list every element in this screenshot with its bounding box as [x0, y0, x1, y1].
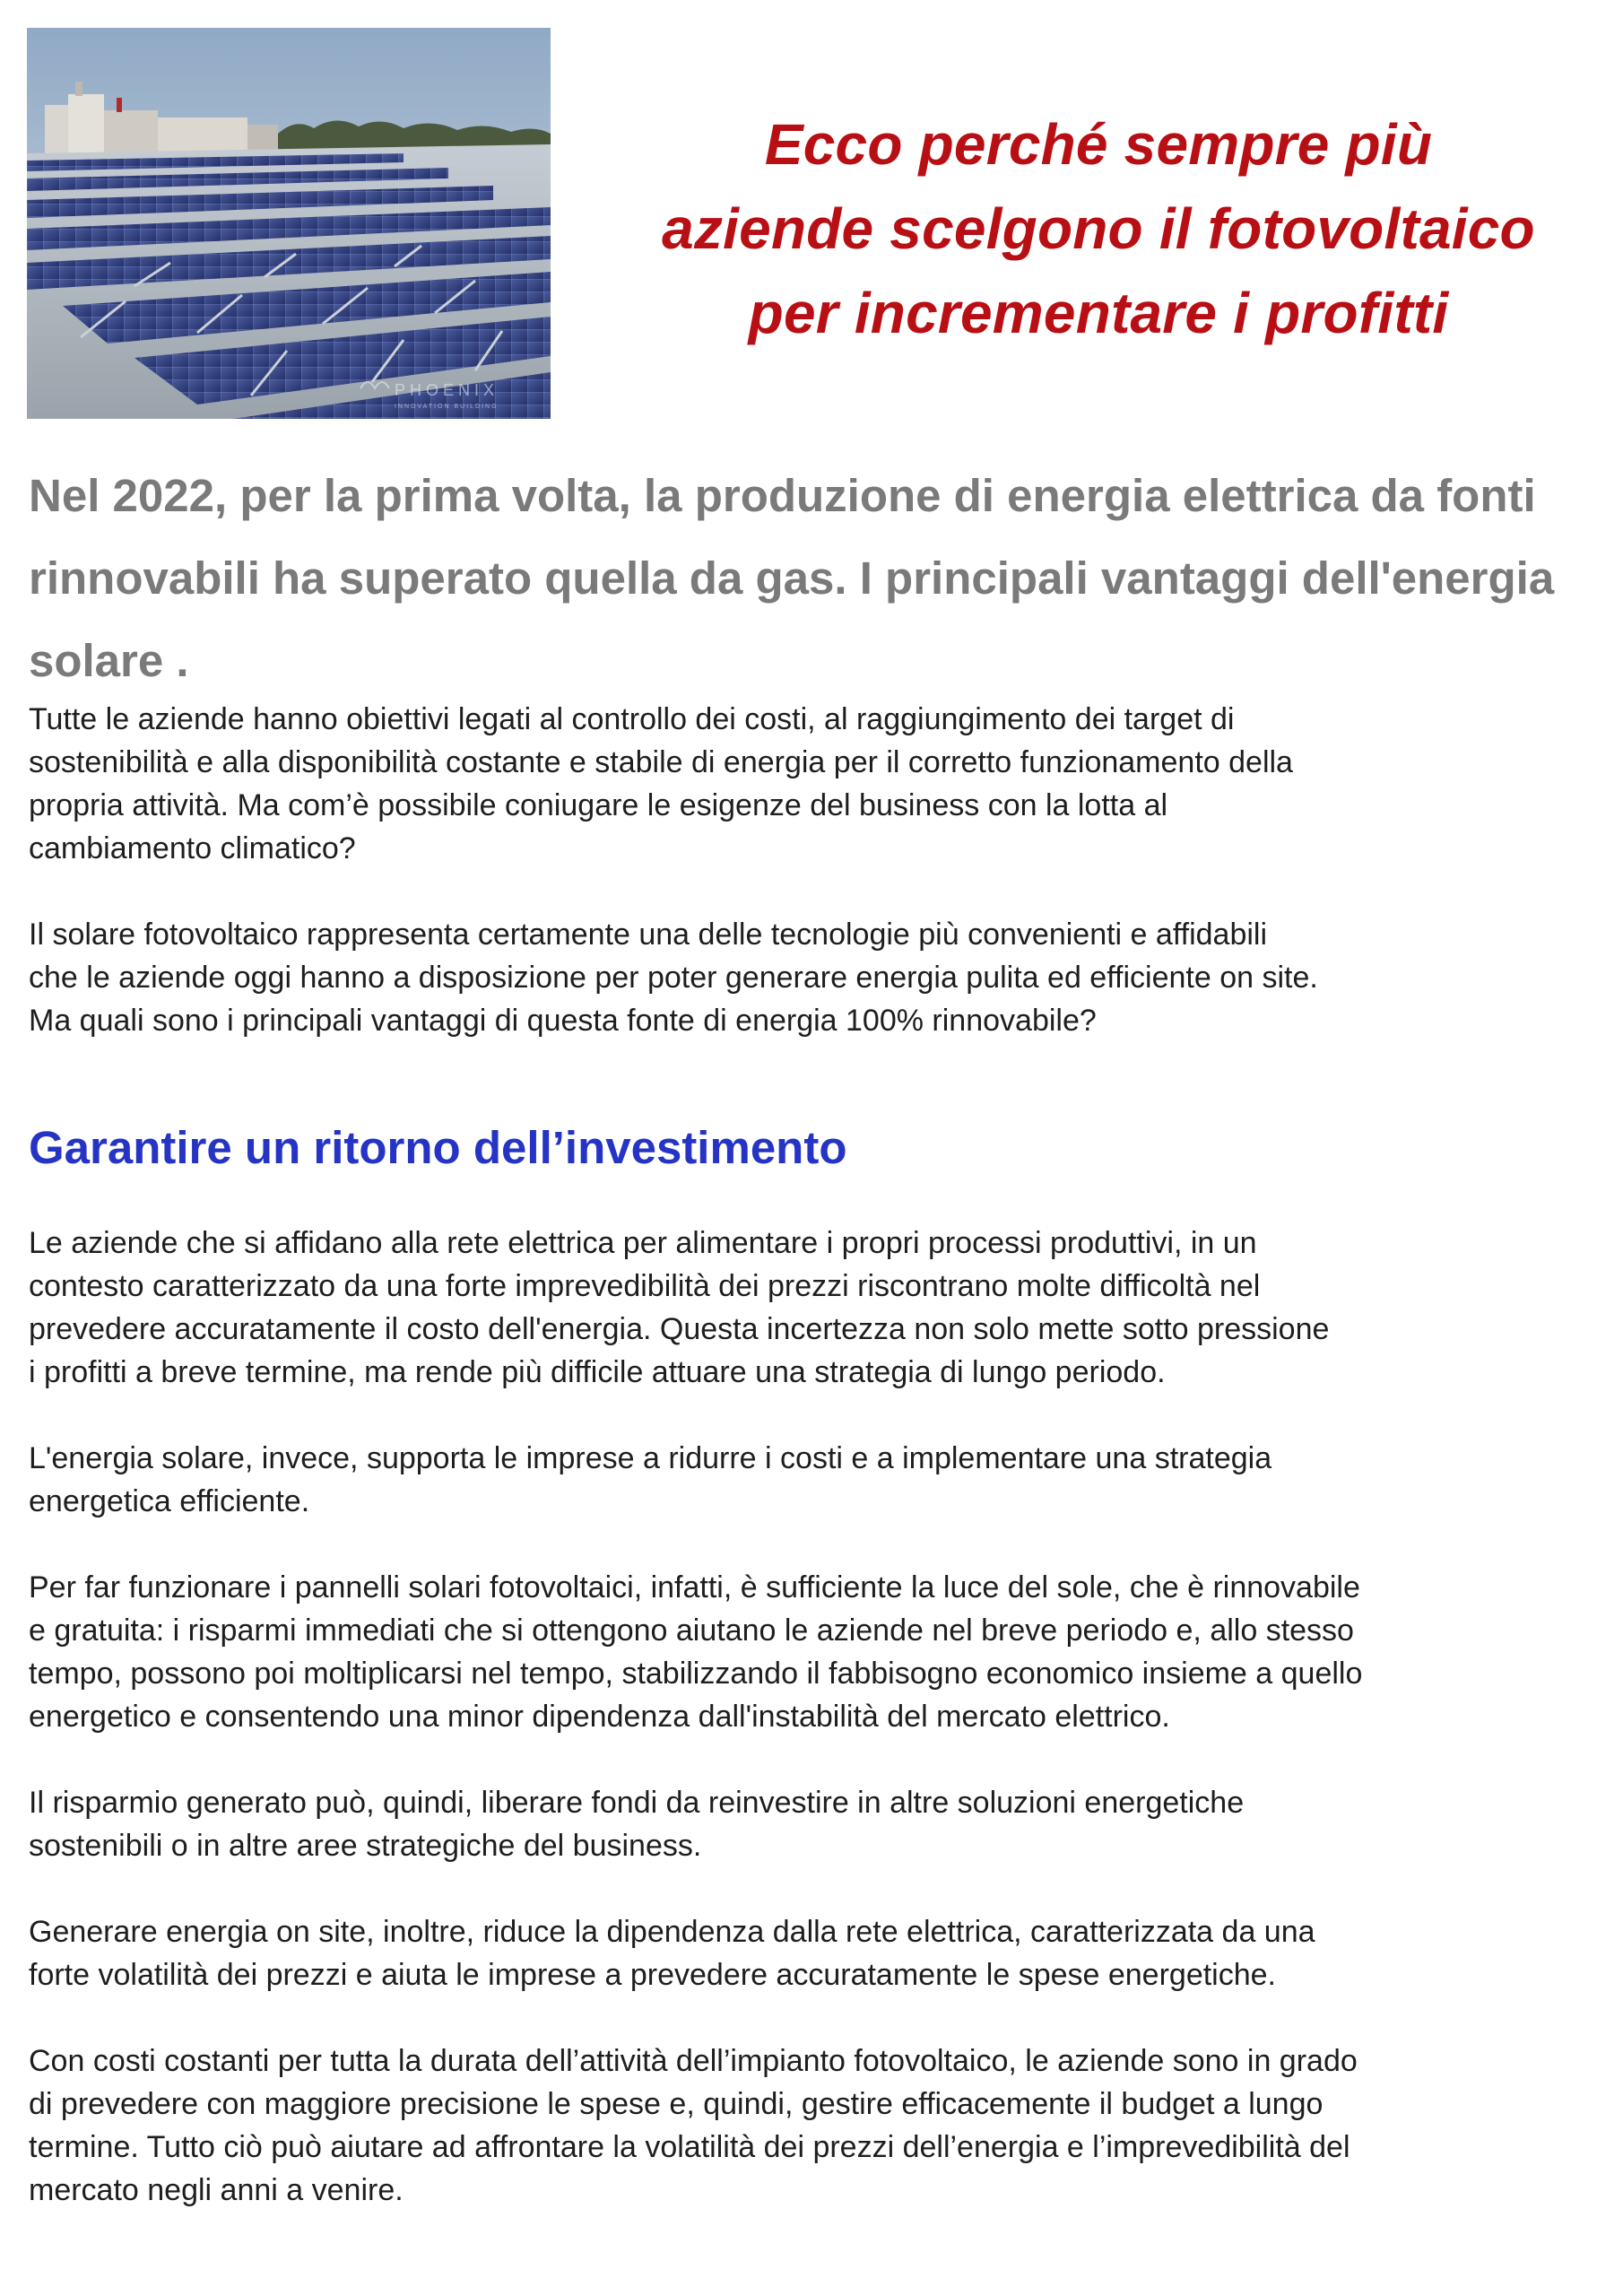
section-paragraph-6: Con costi costanti per tutta la durata dell’attività dell’impianto fotovoltaico, le aziende sono in grado di prevedere con maggiore precisione le spese e, quindi, gestire efficacemente il budget a lungo termine. Tutto ciò può aiutare ad affrontare la volatilità dei prezzi dell’energia e l’imprevedibilità del mercato negli anni a venire. — [29, 2044, 1358, 2207]
hero-image — [27, 28, 551, 419]
lead-paragraph: Nel 2022, per la prima volta, la produzione di energia elettrica da fonti rinnovabili ha superato quella da gas. I principali vantaggi dell'energia solare . — [29, 470, 1555, 686]
article-title-line-1: Ecco perché sempre più — [764, 112, 1433, 177]
section-paragraph-1: Le aziende che si affidano alla rete elettrica per alimentare i propri processi produttivi, in un contesto caratterizzato da una forte imprevedibilità dei prezzi riscontrano molte difficoltà nel prevedere accuratamente il costo dell'energia. Questa incertezza non solo mette sotto pressione i profitti a breve termine, ma rende più difficile attuare una strategia di lungo periodo. — [29, 1226, 1330, 1389]
article-title-line-3: per incrementare i profitti — [748, 281, 1449, 345]
section-paragraph-3: Per far funzionare i pannelli solari fotovoltaici, infatti, è sufficiente la luce del sole, che è rinnovabile e gratuita: i risparmi immediati che si ottengono aiutano le aziende nel breve periodo e, allo stesso tempo, possono poi moltiplicarsi nel tempo, stabilizzando il fabbisogno economico insieme a quello energetico e consentendo una minor dipendenza dall'instabilità del mercato elettrico. — [29, 1570, 1363, 1734]
section-heading: Garantire un ritorno dell’investimento — [29, 1122, 847, 1173]
section-paragraph-2: L'energia solare, invece, supporta le imprese a ridurre i costi e a implementare una strategia energetica efficiente. — [29, 1441, 1272, 1518]
intro-paragraph-1: Tutte le aziende hanno obiettivi legati al controllo dei costi, al raggiungimento dei target di sostenibilità e alla disponibilità costante e stabile di energia per il corretto funzionamento della propria attività. Ma com’è possibile coniugare le esigenze del business con la lotta al cambiamento climatico? — [29, 702, 1293, 865]
svg-text:PHOENIX: PHOENIX — [395, 381, 499, 399]
svg-text:INNOVATION BUILDING: INNOVATION BUILDING — [395, 404, 499, 410]
section-paragraph-5: Generare energia on site, inoltre, riduce la dipendenza dalla rete elettrica, caratterizzata da una forte volatilità dei prezzi e aiuta le imprese a prevedere accuratamente le spese energetiche. — [29, 1915, 1315, 1992]
section-paragraph-4: Il risparmio generato può, quindi, liberare fondi da reinvestire in altre soluzioni energetiche sostenibili o in altre aree strategiche del business. — [29, 1786, 1245, 1863]
intro-paragraph-2: Il solare fotovoltaico rappresenta certamente una delle tecnologie più convenienti e affidabili che le aziende oggi hanno a disposizione per poter generare energia pulita ed efficiente on site. Ma quali sono i principali vantaggi di questa fonte di energia 100% rinnovabile? — [29, 918, 1318, 1038]
article-title-line-2: aziende scelgono il fotovoltaico — [662, 196, 1535, 261]
article-title — [574, 102, 1623, 355]
